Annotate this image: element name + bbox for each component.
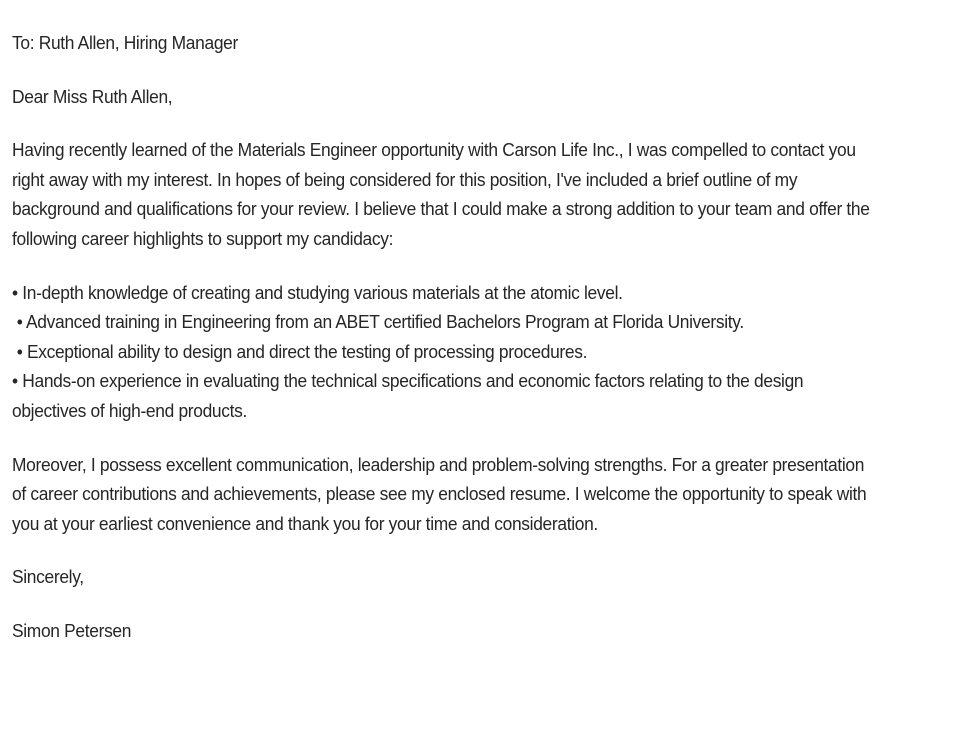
highlight-item: • Hands-on experience in evaluating the technical specifications and economic factors relating to the design objectives of high-end products. xyxy=(12,370,804,421)
signature-name: Simon Petersen xyxy=(12,619,132,641)
closing-paragraph: Moreover, I possess excellent communication, leadership and problem-solving strengths. For a greater presentation of career contributions and achievements, please see my enclosed resume. I welcome the opportunity to speak with you at your earliest convenience and thank you for your time and consideration. xyxy=(12,453,867,534)
highlights-list xyxy=(12,278,877,426)
highlight-item: • In-depth knowledge of creating and studying various materials at the atomic level. xyxy=(12,281,623,303)
recipient-line: To: Ruth Allen, Hiring Manager xyxy=(12,32,238,53)
highlight-item: • Exceptional ability to design and direct the testing of processing procedures. xyxy=(16,340,588,362)
sign-off: Sincerely, xyxy=(12,566,84,588)
salutation: Dear Miss Ruth Allen, xyxy=(12,85,173,107)
cover-letter xyxy=(12,28,877,646)
intro-paragraph: Having recently learned of the Materials Engineer opportunity with Carson Life Inc., I was compelled to contact you right away with my interest. In hopes of being considered for this position, I've included a brief outline of my background and qualifications for your review. I believe that I could make a strong addition to your team and offer the following career highlights to support my candidacy: xyxy=(12,139,870,249)
highlight-item: • Advanced training in Engineering from an ABET certified Bachelors Program at Florida University. xyxy=(16,311,744,333)
